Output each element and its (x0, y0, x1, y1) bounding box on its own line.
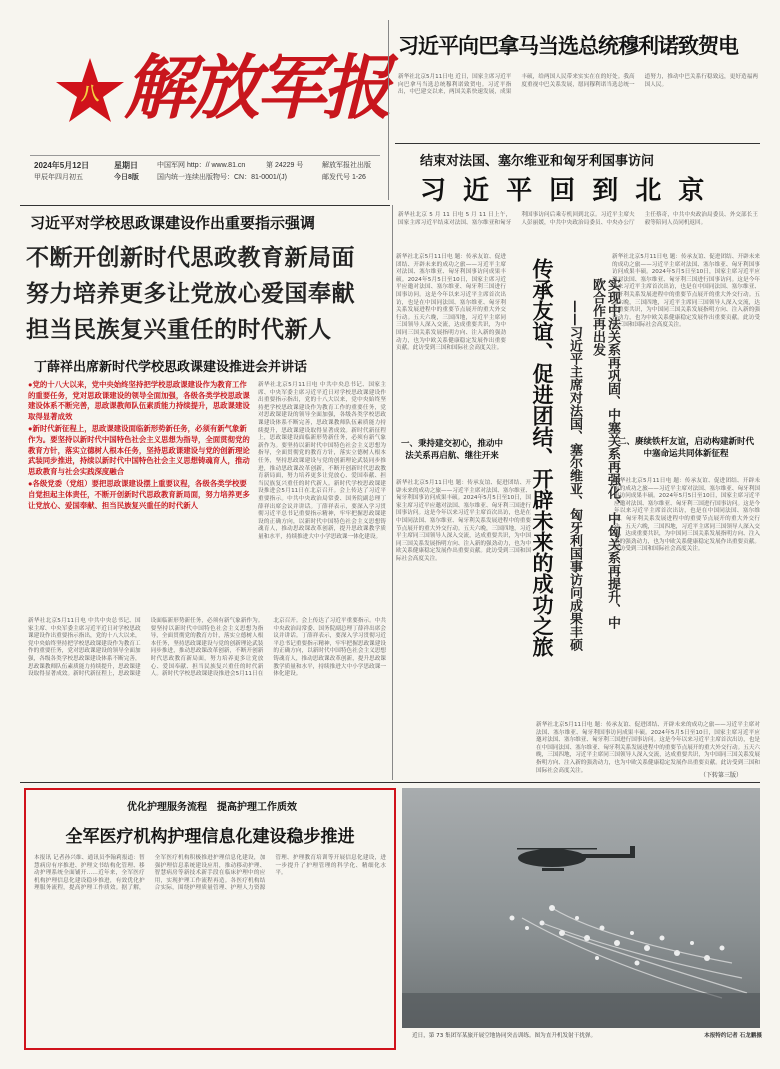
cn-number: 国内统一连续出版物号：CN：81-0001/(J) (157, 174, 287, 181)
postal-code: 邮发代号 1-26 (322, 174, 366, 181)
section-2-body: 新华社北京5月11日电 题：传承友谊、促进团结、开辟未来的成功之旅——习近平主席对法国、塞尔维亚、匈牙利国事访问成果丰硕。2024年5月5日至10日，国家主席习近平应邀对法国、塞尔维亚、匈牙利三国进行国事访问。这是今年以来习近平主席首次出访，也是在中国同法国、塞尔维亚、匈牙利关系发展进程中的重要节点展开的重大外交行动。五天六晚，三国四地，习近平主席同三国领导人深入交流，达成重要共识，为中国同三国关系发展指明方向、注入新的强劲动力，也为中欧关系健康稳定发展作出重要贡献。此访受到三国和国际社会高度关注。 (614, 478, 760, 553)
section-1-body: 新华社北京5月11日电 题：传承友谊、促进团结、开辟未来的成功之旅——习近平主席对法国、塞尔维亚、匈牙利国事访问成果丰硕。2024年5月5日至10日，国家主席习近平应邀对法国、塞尔维亚、匈牙利三国进行国事访问。这是今年以来习近平主席首次出访，也是在中国同法国、塞尔维亚、匈牙利关系发展进程中的重要节点展开的重大外交行动。五天六晚，三国四地，习近平主席同三国领导人深入交流，达成重要共识，为中国同三国关系发展指明方向、注入新的强劲动力，也为中欧关系健康稳定发展作出重要贡献。此访受到三国和国际社会高度关注。 (396, 480, 531, 562)
vertical-story-subline: ——习近平主席对法国、塞尔维亚、匈牙利国事访问成果丰硕 (567, 300, 582, 651)
main-body-right: 新华社北京5月11日电 中共中央总书记、国家主席、中央军委主席习近平近日对学校思政课建设作出重要指示指出，党的十八大以来，党中央始终坚持把学校思政课建设作为教育工作的重要任务，党对思政课建设的领导全面加强，各级各类学校思政课建设体系不断完善，思政课教师队伍素质能力持续提升，思政课建设取得显著成效。新时代新征程上，思政课建设面临新形势新任务，必须有新气象新作为。要坚持以新时代中国特色社会主义思想为指导，全面贯彻党的教育方针，落实立德树人根本任务，坚持思政课建设与党的创新理论武装同步推进，推动思政课改革创新，不断开创新时代思政教育新局面，努力培养更多让党放心、爱国奉献、担当民族复兴重任的时代新人。新时代学校思政课建设推进会5月11日在北京召开。会上传达了习近平重要指示。中共中央政治局常委、国务院副总理丁薛祥出席会议并讲话。丁薛祥表示，要深入学习贯彻习近平总书记重要指示精神，牢牢把握思政课建设的正确方向，以新时代中国特色社会主义思想铸魂育人，推动思政课改革创新，提升思政课教学质量和水平，持续推进大中小学思政课一体化建设。 (258, 382, 386, 540)
france-headline: 习 近 平 回 到 北 京 (420, 176, 709, 206)
vertical-story-headline: 传承友谊、促进团结、开辟未来的成功之旅 (530, 258, 554, 657)
issue-number: 第 24229 号 (266, 162, 304, 169)
top-divider (20, 205, 390, 206)
column-divider-2 (392, 205, 393, 780)
medical-body: 本报讯 记者孙兴维、通讯员李翰莉报道：智慧病房有序推进、护理文书结构化管理、移动护理系统全面铺开……近年来，全军医疗机构护理信息化建设稳步推进，有效优化护理服务流程，提高护理工作质效。据了解，全军医疗机构积极推进护理信息化建设，加强护理信息系统建设应用，推动移动护理、智慧病房等新技术新手段在临床护理中的应用，实现护理工作流程再造。各医疗机构结合实际，围绕护理质量管理、护理人力资源管理、护理教育培训等开展信息化建设，进一步提升了护理管理的科学化、精细化水平。 (34, 855, 386, 892)
medical-kicker: 优化护理服务流程 提高护理工作质效 (127, 802, 297, 813)
bullet-1: ●党的十八大以来，党中央始终坚持把学校思政课建设作为教育工作的重要任务，党对思政课建设的领导全面加强，各级各类学校思政课建设体系不断完善，思政课教师队伍素质能力持续提升，思政课建设取得显著成效 (28, 380, 250, 421)
page-count: 今日8版 (114, 174, 139, 181)
main-headline (26, 240, 388, 348)
vertical-story-side: 实现中法关系再巩固、中塞关系再强化、中匈关系再提升、中欧合作再出发 (590, 278, 620, 629)
main-bullets (28, 380, 253, 612)
masthead-rule (30, 155, 380, 156)
section-1-heading: 一、秉持建交初心，推动中法关系再启航、继往开来 (400, 439, 503, 461)
vertical-story-bottom: 新华社北京5月11日电 题：传承友谊、促进团结、开辟未来的成功之旅——习近平主席对法国、塞尔维亚、匈牙利国事访问成果丰硕。2024年5月5日至10日，国家主席习近平应邀对法国、塞尔维亚、匈牙利三国进行国事访问。这是今年以来习近平主席首次出访，也是在中国同法国、塞尔维亚、匈牙利关系发展进程中的重要节点展开的重大外交行动。五天六晚，三国四地，习近平主席同三国领导人深入交流，达成重要共识，为中国同三国关系发展指明方向、注入新的强劲动力，也为中欧关系健康稳定发展作出重要贡献。此访受到三国和国际社会高度关注。 (536, 722, 760, 774)
continued-note: （下转第三版） (700, 772, 743, 779)
top-right-headline: 习近平向巴拿马当选总统穆利诺致贺电 (398, 34, 738, 58)
column-divider (388, 20, 389, 200)
section-rule (395, 143, 760, 144)
publisher: 解放军报社出版 (322, 162, 371, 169)
masthead (20, 18, 395, 183)
bullet-3: ●各级党委（党组）要把思政课建设摆上重要议程，各级各类学校要自觉担起主体责任，不断开创新时代思政教育新局面，努力培养更多让党放心、爱国奉献、担当民族复兴重任的时代新人 (28, 479, 250, 510)
main-kicker: 习近平对学校思政课建设作出重要指示强调 (30, 214, 316, 232)
masthead-info (34, 160, 384, 186)
section-2-heading: 二、赓续铁杆友谊，启动构建新时代中塞命运共同体新征程 (617, 437, 754, 459)
red-star-emblem (56, 58, 124, 124)
top-right-body: 新华社北京5月11日电 近日，国家主席习近平向巴拿马当选总统穆利诺致贺电。习近平指出，中巴建交以来，两国关系快速发展，成果丰硕，给两国人民带来实实在在的好处。我高度重视中巴关系发展，愿同穆利诺当选总统一道努力，推动中巴关系行稳致远，更好造福两国人民。 (398, 74, 758, 96)
france-body: 新华社北京 5 月 11 日电 5 月 11 日上午，国家主席习近平结束对法国、塞尔维亚和匈牙利国事访问后乘专机回到北京。习近平主席夫人彭丽媛，中共中央政治局委员、中央办公厅主任蔡奇，中共中央政治局委员、外交部长王毅等陪同人员同机返回。 (398, 212, 758, 226)
helicopter-photo (402, 788, 760, 1028)
main-headline-line-3: 担当民族复兴重任的时代新人 (26, 317, 332, 343)
france-kicker: 结束对法国、塞尔维亚和匈牙利国事访问 (420, 154, 655, 169)
lower-divider (20, 782, 760, 783)
weekday: 星期日 (114, 161, 138, 170)
main-body-bottom: 新华社北京5月11日电 中共中央总书记、国家主席、中央军委主席习近平近日对学校思政课建设作出重要指示指出，党的十八大以来，党中央始终坚持把学校思政课建设作为教育工作的重要任务，党对思政课建设的领导全面加强，各级各类学校思政课建设体系不断完善，思政课教师队伍素质能力持续提升，思政课建设取得显著成效。新时代新征程上，思政课建设面临新形势新任务，必须有新气象新作为。要坚持以新时代中国特色社会主义思想为指导，全面贯彻党的教育方针，落实立德树人根本任务，坚持思政课建设与党的创新理论武装同步推进，推动思政课改革创新，不断开创新时代思政教育新局面，努力培养更多让党放心、爱国奉献、担当民族复兴重任的时代新人。新时代学校思政课建设推进会5月11日在北京召开。会上传达了习近平重要指示。中共中央政治局常委、国务院副总理丁薛祥出席会议并讲话。丁薛祥表示，要深入学习贯彻习近平总书记重要指示精神，牢牢把握思政课建设的正确方向，以新时代中国特色社会主义思想铸魂育人，推动思政课改革创新，提升思政课教学质量和水平，持续推进大中小学思政课一体化建设。 (28, 618, 386, 678)
main-subheadline: 丁薛祥出席新时代学校思政课建设推进会并讲话 (34, 360, 308, 375)
newspaper-logo: 解放军报 (124, 46, 388, 129)
svg-text:八: 八 (81, 84, 99, 105)
vertical-story-right-body: 新华社北京5月11日电 题：传承友谊、促进团结、开辟未来的成功之旅——习近平主席对法国、塞尔维亚、匈牙利国事访问成果丰硕。2024年5月5日至10日，国家主席习近平应邀对法国、塞尔维亚、匈牙利三国进行国事访问。这是今年以来习近平主席首次出访，也是在中国同法国、塞尔维亚、匈牙利关系发展进程中的重要节点展开的重大外交行动。五天六晚，三国四地，习近平主席同三国领导人深入交流，达成重要共识，为中国同三国关系发展指明方向、注入新的强劲动力，也为中欧关系健康稳定发展作出重要贡献。此访受到三国和国际社会高度关注。 (612, 254, 760, 329)
lunar-date: 甲辰年四月初五 (34, 174, 83, 181)
website: 中国军网 http：// www.81.cn (157, 162, 246, 169)
main-headline-line-1: 不断开创新时代思政教育新局面 (26, 245, 355, 271)
main-headline-line-2: 努力培养更多让党放心爱国奉献 (26, 281, 355, 307)
issue-date: 2024年5月12日 (34, 161, 90, 170)
bullet-2: ●新时代新征程上，思政课建设面临新形势新任务，必须有新气象新作为。要坚持以新时代中国特色社会主义思想为指导，全面贯彻党的教育方针，落实立德树人根本任务，坚持思政课建设与党的创新理论武装同步推进，持续以新时代中国特色社会主义思想铸魂育人，推动思政教育与社会实践深度融合 (28, 424, 250, 476)
medical-headline: 全军医疗机构护理信息化建设稳步推进 (65, 827, 355, 847)
photo-credit: 本报特约记者 石龙鹏摄 (704, 1033, 762, 1039)
helicopter-photo-scene (402, 788, 760, 1028)
vertical-story-intro: 新华社北京5月11日电 题：传承友谊、促进团结、开辟未来的成功之旅——习近平主席对法国、塞尔维亚、匈牙利国事访问成果丰硕。2024年5月5日至10日，国家主席习近平应邀对法国、塞尔维亚、匈牙利三国进行国事访问。这是今年以来习近平主席首次出访，也是在中国同法国、塞尔维亚、匈牙利关系发展进程中的重要节点展开的重大外交行动。五天六晚，三国四地，习近平主席同三国领导人深入交流，达成重要共识，为中国同三国关系发展指明方向、注入新的强劲动力，也为中欧关系健康稳定发展作出重要贡献。此访受到三国和国际社会高度关注。 (396, 254, 506, 352)
photo-caption: 近日，第 73 集团军某旅开展空地协同突击训练。图为直升机发射干扰弹。 (412, 1033, 597, 1039)
